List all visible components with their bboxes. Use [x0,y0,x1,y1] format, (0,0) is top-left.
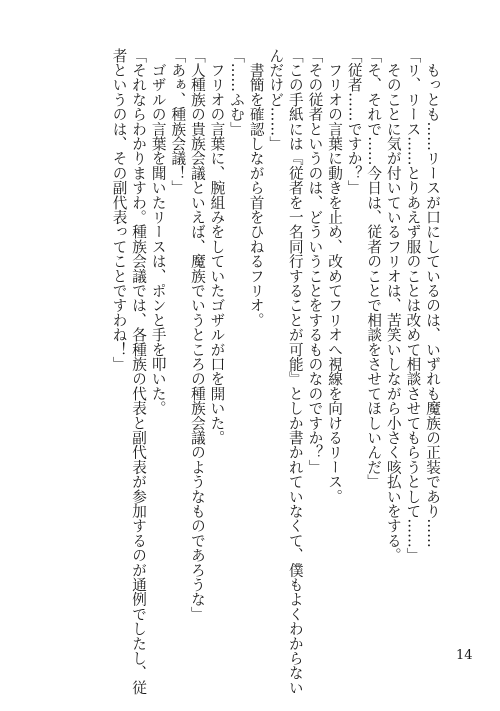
text-line: 「……ふむ」 [228,48,246,137]
text-line: 「人種族の貴族会議といえば、魔族でいうところの種族会議のようなものであろうな」 [188,48,206,622]
text-line: 「それならわかりますわ。種族会議では、各種族の代表と副代表が参加するのが通例でしたし、従 [130,48,148,695]
text-line: 「この手紙には『従者を一名同行することが可能』としか書かれていなくて、僕もよくわからない [286,48,304,695]
text-line: 「あぁ、種族会議！」 [169,48,187,195]
text-line: ゴザルの言葉を聞いたリースは、ポンと手を叩いた。 [149,48,167,416]
page-number: 14 [456,648,473,663]
text-line: 書簡を確認しながら首をひねるフリオ。 [247,48,265,328]
text-line: 「その従者というのは、どういうことをするものなのですか？」 [306,48,324,475]
body-text [109,48,442,695]
text-line: 者というのは、その副代表ってことですわね！」 [110,48,128,372]
text-line: フリオの言葉に動きを止め、改めてフリオへ視線を向けるリース。 [326,48,344,504]
text-line: フリオの言葉に、腕組みをしていたゴザルが口を開いた。 [208,48,226,445]
text-line: もっとも……リースが口にしているのは、いずれも魔族の正装であり…… [424,48,441,548]
text-line: 「そ、それで……今日は、従者のことで相談をさせてほしいんだ」 [365,48,383,489]
text-line: 「リ、リース……とりあえず服のことは改めて相談させてもらうとして……」 [404,48,422,563]
text-line: そのことに気が付いているフリオは、苦笑いしながら小さく咳払いをする。 [384,48,402,563]
text-line: んだけど……」 [267,48,285,151]
text-line: 「従者……ですか？」 [345,48,363,195]
